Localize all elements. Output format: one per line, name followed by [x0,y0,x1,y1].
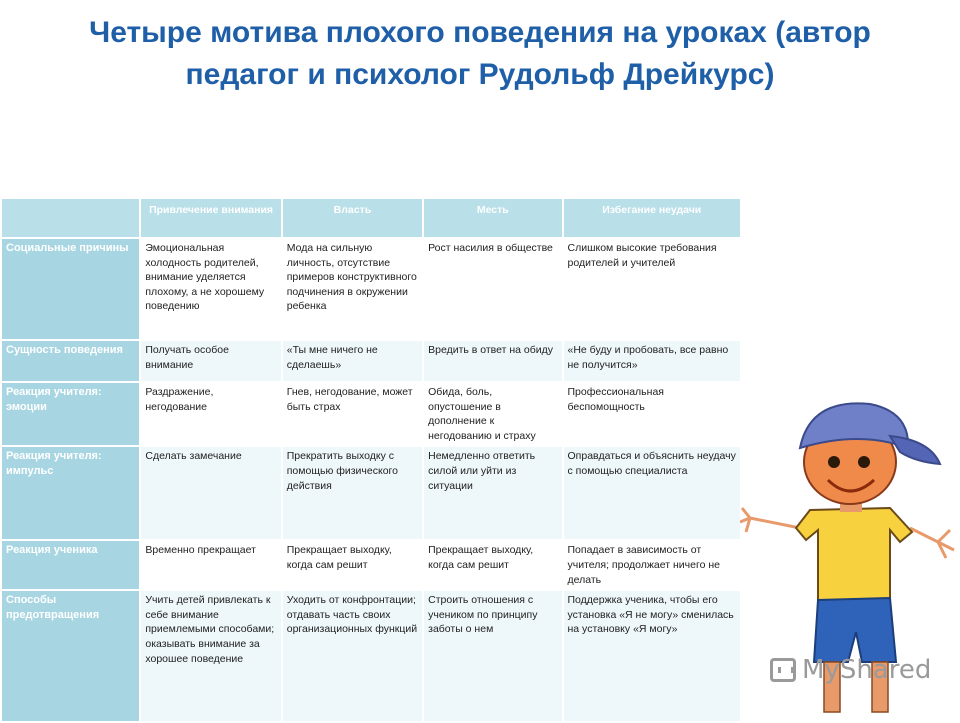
column-header-power: Власть [283,199,422,237]
table-cell: Мода на сильную личность, отсутствие примеров конструктивного подчинения в окружении ребенка [283,239,422,339]
table-cell: «Не буду и пробовать, все равно не получится» [564,341,741,381]
table-cell: Прекращает выходку, когда сам решит [283,541,422,589]
table-header-row [2,199,740,237]
table-row [2,541,740,589]
table-row [2,591,740,721]
table-row [2,383,740,445]
table-cell: Прекратить выходку с помощью физического действия [283,447,422,539]
table-cell: Профессиональная беспомощность [564,383,741,445]
table-cell: Рост насилия в обществе [424,239,561,339]
motives-table-container [0,197,742,720]
table-cell: Эмоциональная холодность родителей, внимание уделяется плохому, а не хорошему поведению [141,239,280,339]
table-cell: Немедленно ответить силой или уйти из ситуации [424,447,561,539]
table-row [2,447,740,539]
row-label: Сущность поведения [2,341,139,381]
column-header-attention: Привлечение внимания [141,199,280,237]
table-cell: Получать особое внимание [141,341,280,381]
page-title: Четыре мотива плохого поведения на уроках (автор педагог и психолог Рудольф Дрейкурс) [89,16,871,91]
table-cell: Раздражение, негодование [141,383,280,445]
table-cell: Оправдаться и объяснить неудачу с помощью специалиста [564,447,741,539]
table-cell: Прекращает выходку, когда сам решит [424,541,561,589]
table-cell: Уходить от конфронтации; отдавать часть своих организационных функций [283,591,422,721]
table-cell: Гнев, негодование, может быть страх [283,383,422,445]
column-header-revenge: Месть [424,199,561,237]
table-cell: «Ты мне ничего не сделаешь» [283,341,422,381]
table-cell: Вредить в ответ на обиду [424,341,561,381]
row-label: Реакция учителя: импульс [2,447,139,539]
table-cell: Попадает в зависимость от учителя; продолжает ничего не делать [564,541,741,589]
table-cell: Сделать замечание [141,447,280,539]
watermark [770,655,931,685]
presentation-icon [770,658,796,682]
table-cell: Обида, боль, опустошение в дополнение к негодованию и страху [424,383,561,445]
table-cell: Учить детей привлекать к себе внимание приемлемыми способами; оказывать внимание за хорошее поведение [141,591,280,721]
watermark-text: MyShared [802,655,932,685]
motives-table [0,197,742,723]
table-row [2,341,740,381]
row-label: Реакция ученика [2,541,139,589]
row-label: Социальные причины [2,239,139,339]
table-row [2,239,740,339]
table-cell: Слишком высокие требования родителей и учителей [564,239,741,339]
table-cell: Поддержка ученика, чтобы его установка «Я не могу» сменилась на установку «Я могу» [564,591,741,721]
column-header-avoidance: Избегание неудачи [564,199,741,237]
row-label: Реакция учителя: эмоции [2,383,139,445]
table-cell: Временно прекращает [141,541,280,589]
table-cell: Строить отношения с учеником по принципу заботы о нем [424,591,561,721]
row-label: Способы предотвращения [2,591,139,721]
table-header-corner [2,199,139,237]
